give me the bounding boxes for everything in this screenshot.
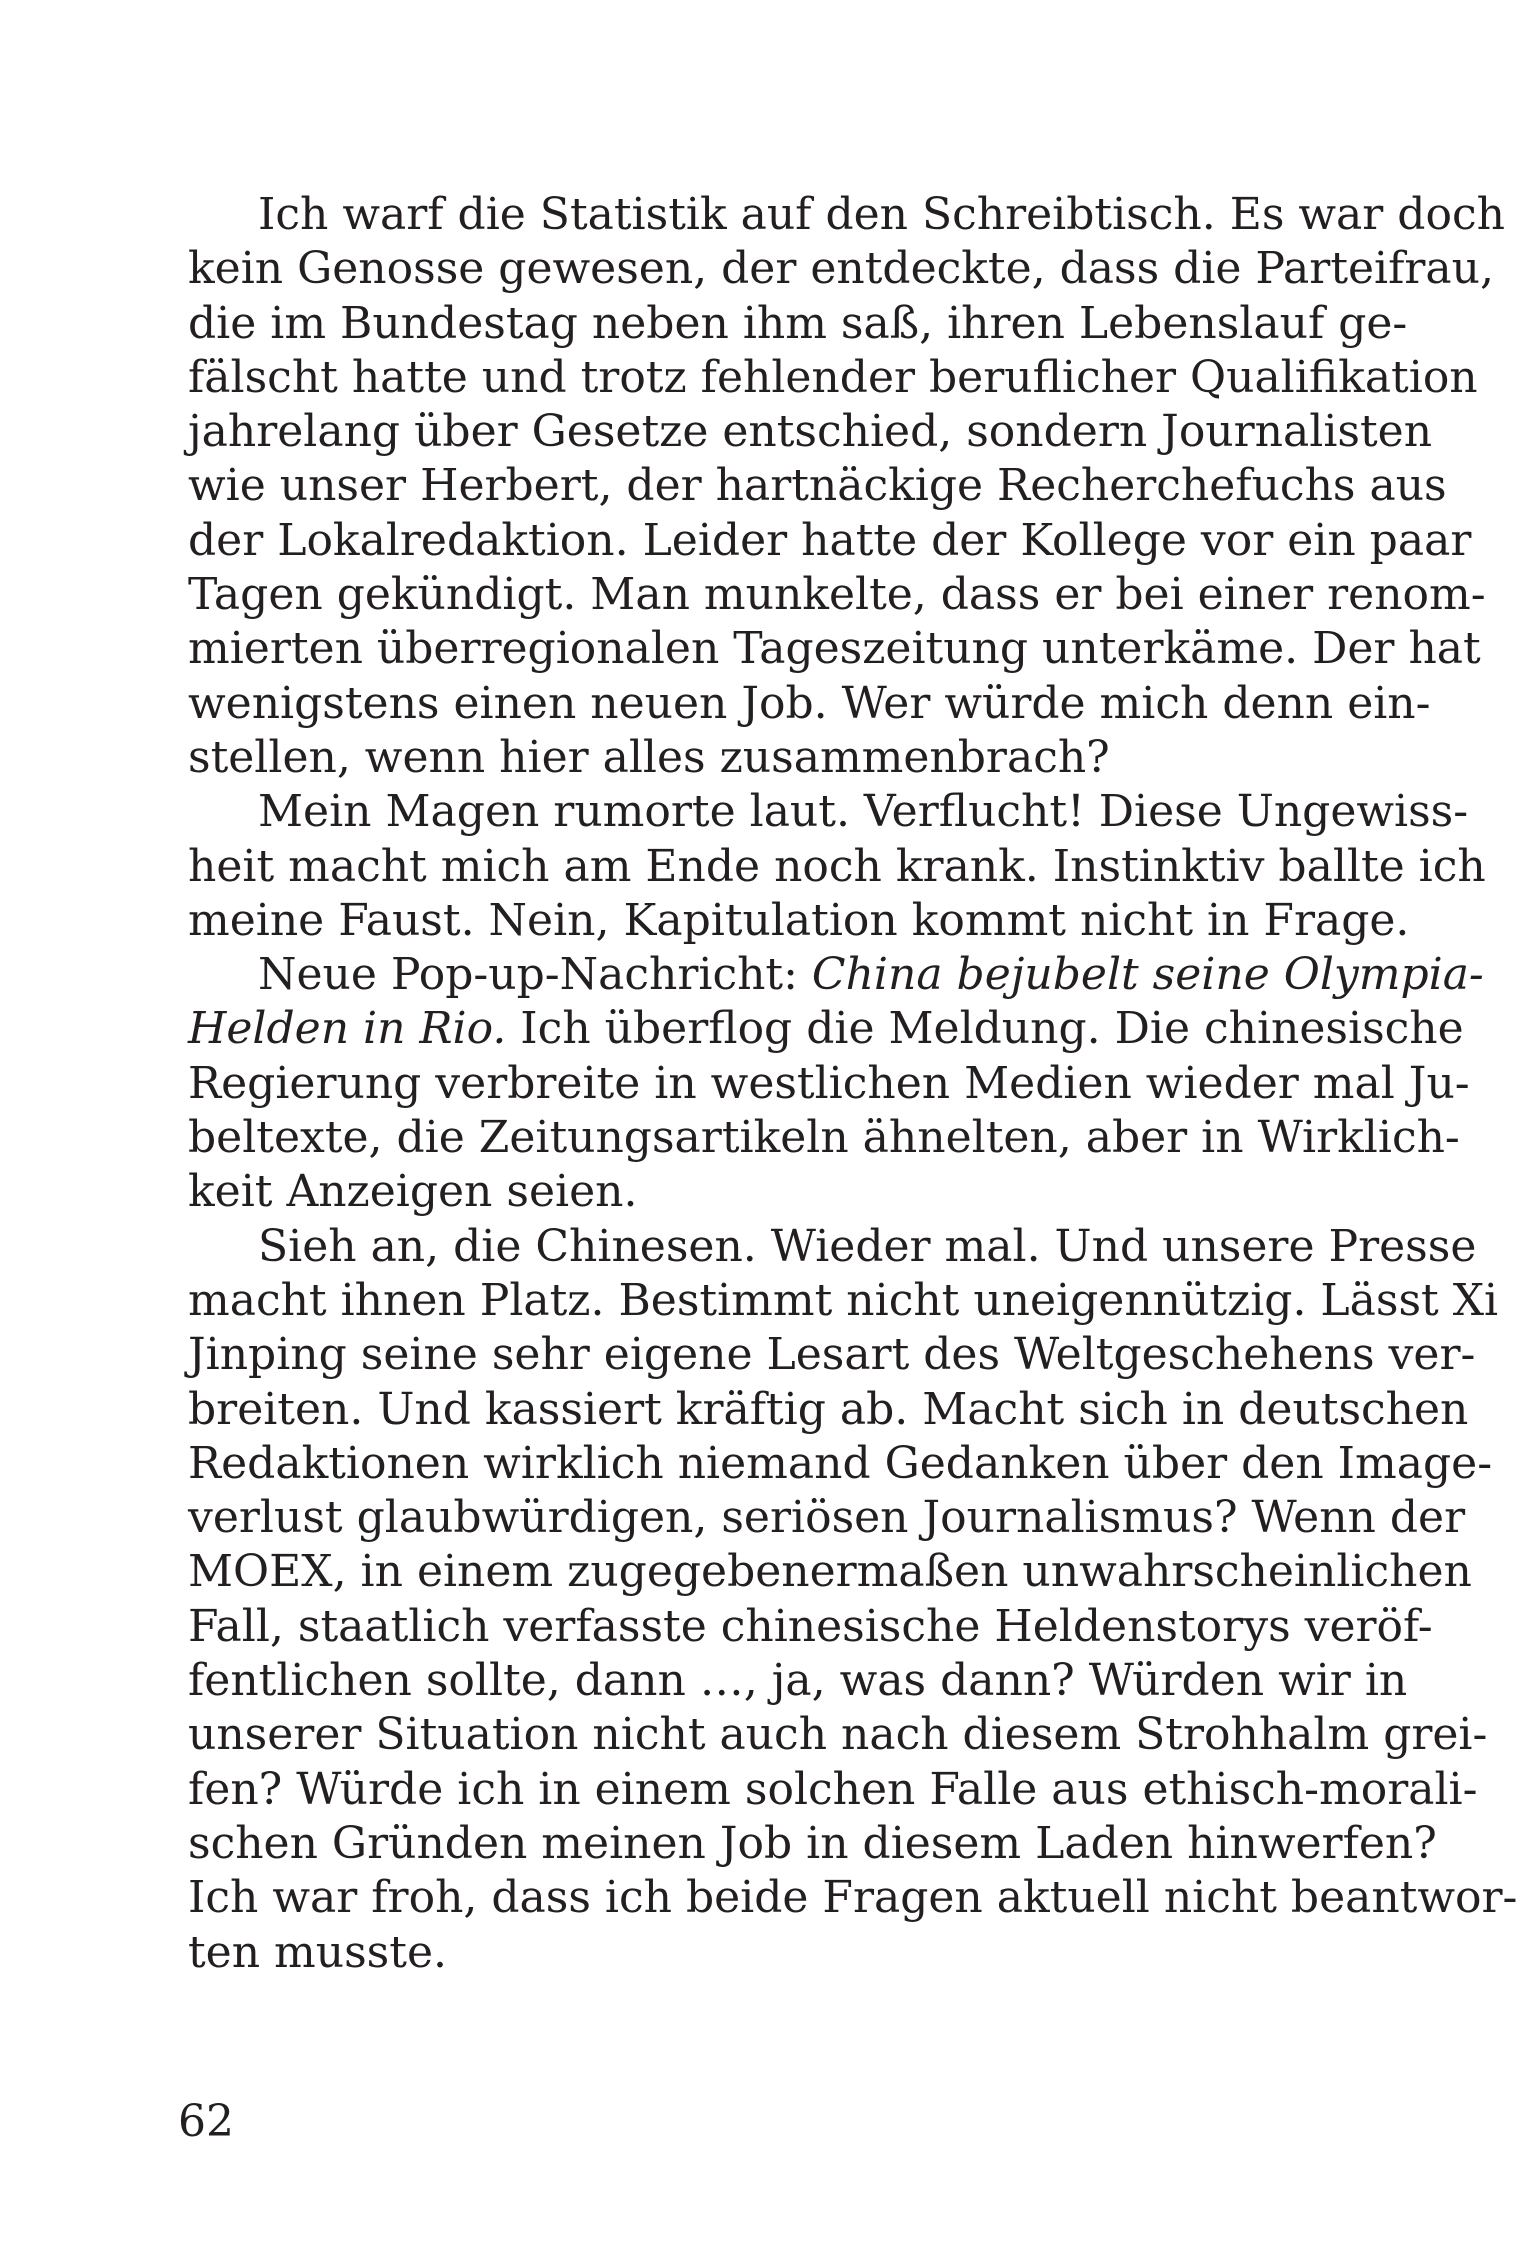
- text-line: [188, 948, 1484, 1002]
- text-line: Redaktionen wirklich niemand Gedanken über den Image-: [188, 1437, 1493, 1489]
- text-line: mierten überregionalen Tageszeitung unterkäme. Der hat: [188, 623, 1481, 675]
- text-run: Ich überflog die Meldung. Die chinesische: [506, 1003, 1464, 1055]
- text-line: Mein Magen rumorte laut. Verflucht! Diese Ungewiss-: [258, 786, 1469, 838]
- text-line: fälscht hatte und trotz fehlender beruflicher Qualifikation: [188, 351, 1478, 403]
- text-line: Ich war froh, dass ich beide Fragen aktuell nicht beantwor-: [188, 1872, 1518, 1924]
- text-line: breiten. Und kassiert kräftig ab. Macht sich in deutschen: [188, 1383, 1469, 1435]
- page-body-text: [188, 188, 1518, 1980]
- text-line: wie unser Herbert, der hartnäckige Recherchefuchs aus: [188, 460, 1447, 512]
- text-line: Jinping seine sehr eigene Lesart des Weltgeschehens ver-: [188, 1329, 1476, 1381]
- text-line: jahrelang über Gesetze entschied, sondern Journalisten: [188, 406, 1433, 458]
- text-line: Regierung verbreite in westlichen Medien wieder mal Ju-: [188, 1057, 1470, 1109]
- text-line: heit macht mich am Ende noch krank. Instinktiv ballte ich: [188, 840, 1486, 892]
- text-line: stellen, wenn hier alles zusammenbrach?: [188, 731, 1110, 783]
- text-line: Ich warf die Statistik auf den Schreibtisch. Es war doch: [258, 189, 1505, 240]
- text-line: unserer Situation nicht auch nach diesem Strohhalm grei-: [188, 1709, 1488, 1761]
- text-line: fentlichen sollte, dann …, ja, was dann? Würden wir in: [188, 1655, 1408, 1707]
- italic-headline: China bejubelt seine Olympia-: [811, 949, 1484, 1001]
- text-line: kein Genosse gewesen, der entdeckte, dass die Parteifrau,: [188, 243, 1494, 295]
- text-run: Neue Pop-up-Nachricht:: [258, 949, 812, 1001]
- text-line: Sieh an, die Chinesen. Wieder mal. Und unsere Presse: [258, 1220, 1477, 1272]
- text-line: fen? Würde ich in einem solchen Falle aus ethisch-morali-: [188, 1763, 1478, 1815]
- text-line: wenigstens einen neuen Job. Wer würde mich denn ein-: [188, 677, 1431, 729]
- text-line: schen Gründen meinen Job in diesem Laden hinwerfen?: [188, 1817, 1437, 1869]
- text-line: Fall, staatlich verfasste chinesische Heldenstorys veröf-: [188, 1600, 1433, 1652]
- italic-headline: Helden in Rio.: [188, 1003, 507, 1055]
- text-line: keit Anzeigen seien.: [188, 1166, 638, 1218]
- text-line: [188, 1002, 1464, 1056]
- text-line: ten musste.: [188, 1926, 447, 1978]
- text-line: meine Faust. Nein, Kapitulation kommt nicht in Frage.: [188, 894, 1410, 946]
- text-line: der Lokalredaktion. Leider hatte der Kollege vor ein paar: [188, 514, 1472, 566]
- text-line: die im Bundestag neben ihm saß, ihren Lebenslauf ge-: [188, 297, 1408, 349]
- text-line: MOEX, in einem zugegebenermaßen unwahrscheinlichen: [188, 1546, 1472, 1598]
- text-line: Tagen gekündigt. Man munkelte, dass er bei einer renom-: [188, 569, 1486, 621]
- text-line: verlust glaubwürdigen, seriösen Journalismus? Wenn der: [188, 1492, 1466, 1544]
- text-line: macht ihnen Platz. Bestimmt nicht uneigennützig. Lässt Xi: [188, 1274, 1499, 1326]
- text-line: beltexte, die Zeitungsartikeln ähnelten, aber in Wirklich-: [188, 1112, 1460, 1164]
- page-number: 62: [178, 2096, 234, 2147]
